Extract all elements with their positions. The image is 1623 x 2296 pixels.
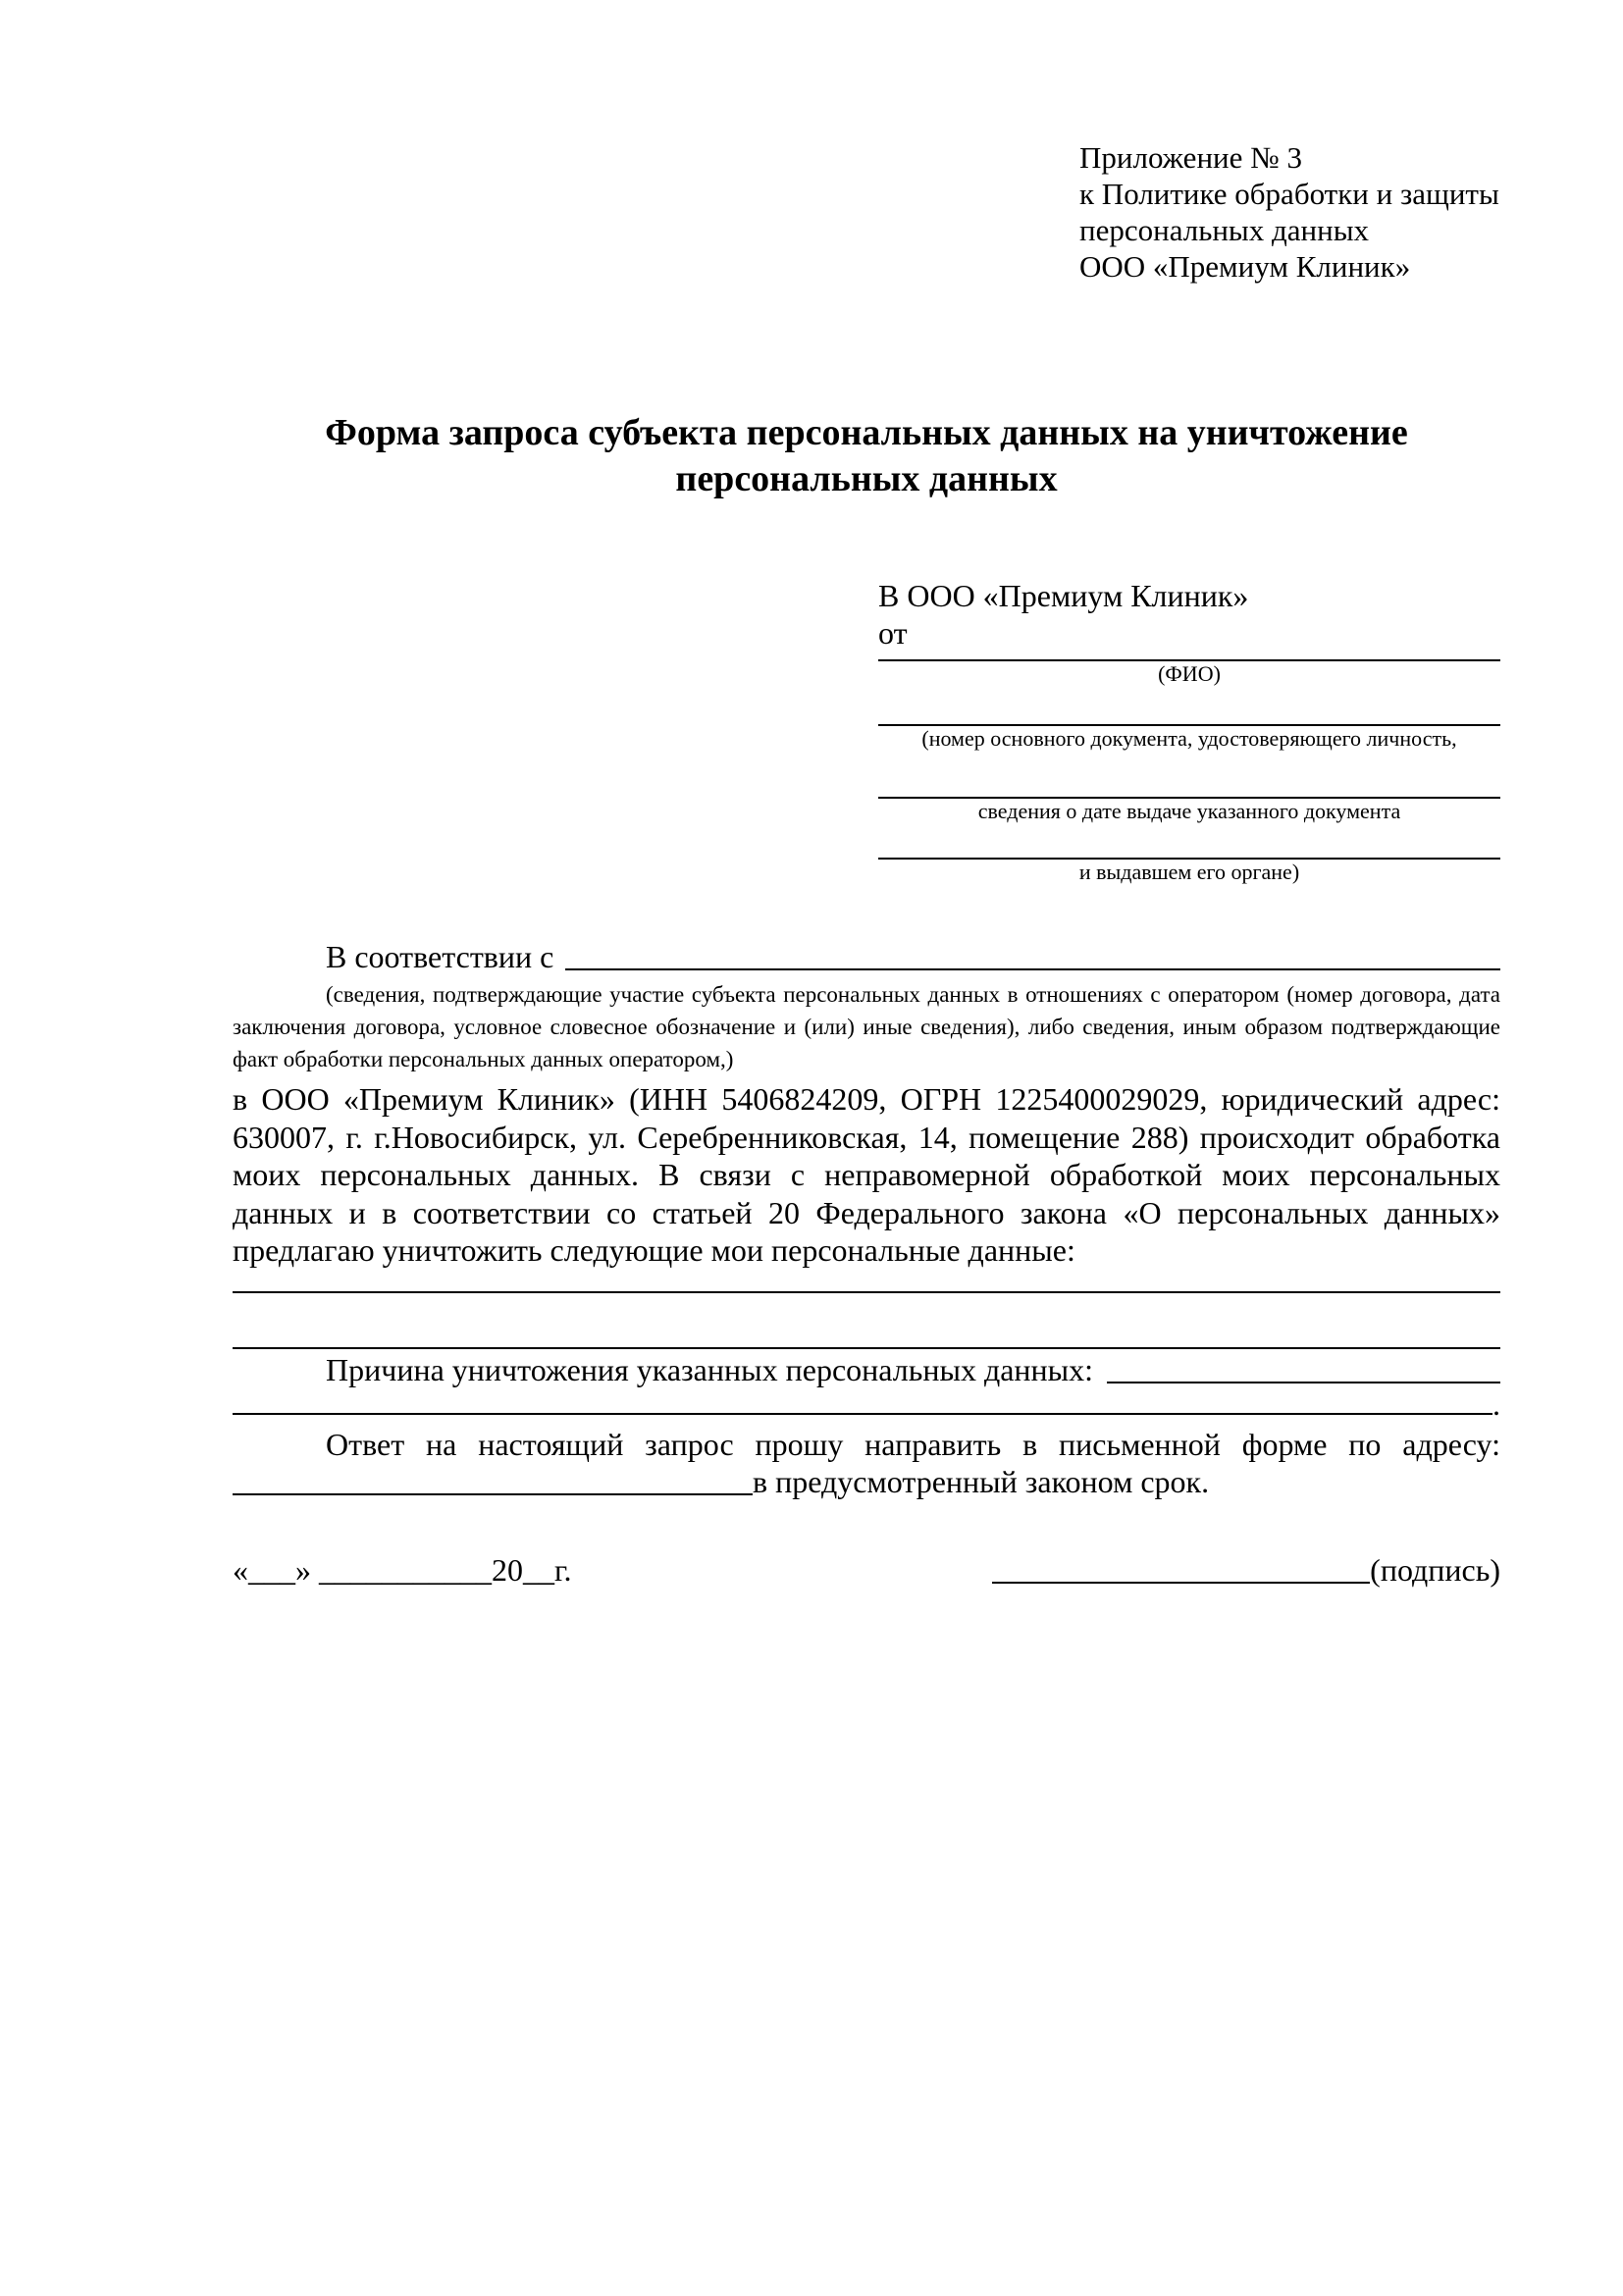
fio-field — [878, 659, 1500, 687]
signature-row — [233, 1551, 1500, 1589]
date-blank: «___» ___________20__г. — [233, 1551, 572, 1588]
accordance-note: (сведения, подтверждающие участие субъекта персональных данных в отношениях с оператором (номер договора, дата заключения договора, условное словесное обозначение и (или) иные сведения), либо сведения, иным образом подтверждающие факт обработки персональных данных оператором,) — [233, 982, 1500, 1071]
appendix-line: персональных данных — [1079, 213, 1370, 247]
issuing-authority-field — [878, 858, 1500, 885]
answer-suffix: в предусмотренный законом срок. — [753, 1463, 1210, 1499]
reason-row — [233, 1351, 1500, 1388]
personal-data-fill-line-1 — [233, 1270, 1500, 1293]
page-content — [0, 139, 1623, 1589]
reason-fill-line-2 — [233, 1413, 1492, 1415]
reason-fill-line — [1107, 1382, 1500, 1383]
addressee-to: В ООО «Премиум Клиник» — [878, 578, 1249, 613]
personal-data-fill-line-2 — [233, 1293, 1500, 1349]
document-title: Форма запроса субъекта персональных данных на уничтожение персональных данных — [325, 412, 1408, 499]
answer-address-row — [233, 1463, 1500, 1500]
id-document-caption: (номер основного документа, удостоверяющего личность, — [921, 726, 1457, 751]
appendix-block — [1079, 139, 1500, 285]
issue-date-caption: сведения о дате выдаче указанного документа — [977, 799, 1401, 823]
addressee-block — [878, 577, 1500, 885]
id-document-field — [878, 724, 1500, 752]
accordance-row — [233, 938, 1500, 975]
fio-caption: (ФИО) — [1158, 661, 1221, 686]
issue-date-field — [878, 797, 1500, 824]
appendix-line: Приложение № 3 — [1079, 140, 1302, 175]
reason-continuation-row — [233, 1385, 1500, 1422]
reason-label: Причина уничтожения указанных персональных данных: — [326, 1351, 1094, 1387]
reason-line-period: . — [1492, 1385, 1500, 1422]
main-paragraph: в ООО «Премиум Клиник» (ИНН 5406824209, ОГРН 1225400029029, юридический адрес: 630007, г. г.Новосибирск, ул. Серебренниковская, 14, помещение 288) происходит обработка моих персональных данных. В связи с неправомерной обработкой моих персональных данных и в соответствии со статьей 20 Федерального закона «О персональных данных» предлагаю уничтожить следующие мои персональные данные: — [233, 1081, 1500, 1268]
addressee-from: от — [878, 615, 908, 651]
appendix-line: к Политике обработки и защиты — [1079, 177, 1499, 211]
accordance-prefix: В соответствии с — [326, 939, 554, 974]
issuing-authority-caption: и выдавшем его органе) — [1078, 860, 1300, 884]
signature-caption: (подпись) — [1370, 1551, 1500, 1588]
signature-fill-line — [992, 1582, 1370, 1584]
address-fill-line — [233, 1493, 753, 1495]
answer-sentence: Ответ на настоящий запрос прошу направить в письменной форме по адресу: — [326, 1426, 1500, 1462]
appendix-line: ООО «Премиум Клиник» — [1079, 249, 1411, 284]
accordance-fill-line — [565, 968, 1500, 970]
